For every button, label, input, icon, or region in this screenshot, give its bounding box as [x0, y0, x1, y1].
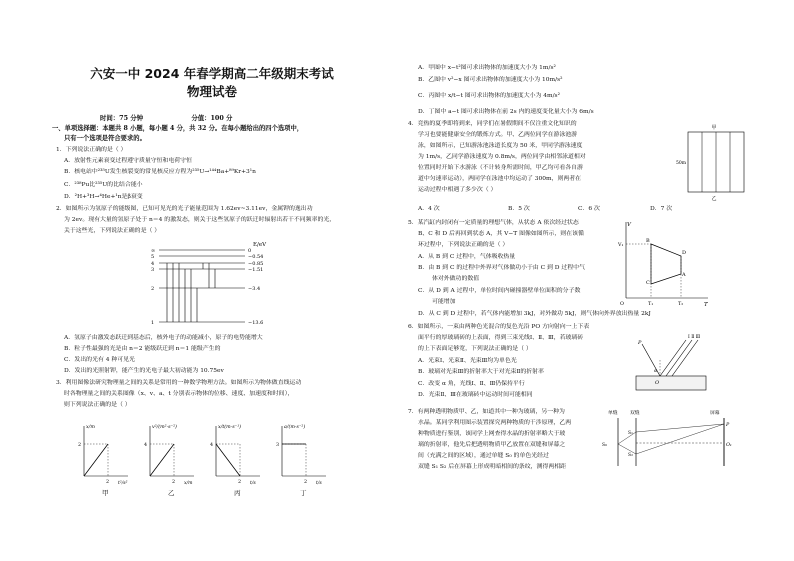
- graph-ylabel: a/(m·s⁻²): [284, 425, 306, 430]
- q4-line5: 位置同时开始下水游泳（不计转身所需时间，甲乙均可看各自游: [418, 165, 583, 171]
- q1-option-d: D．²H+³H→⁴He+¹n是β衰变: [64, 194, 143, 200]
- q3-option-b: B．乙图中 v²−x 图可求出物体的加速度大小为 10m/s²: [418, 77, 563, 83]
- q2-line1: 2．如图所示为氢原子的能级图，已知可见光的光子能量范围为 1.62ev~3.11ev，金属钾的逸出功: [56, 206, 313, 212]
- q4-line2: 学习也要能健康安全的锻炼方式。甲、乙两位同学在游泳池游: [418, 132, 578, 138]
- q7-line3: 种物质进行鉴别，该同学上网查得水晶的折射率略大于玻: [418, 431, 566, 437]
- q3-line3: 则下列说法正确的是（ ）: [64, 402, 131, 408]
- q6-line3: 的上下表面足够宽，下列说法正确的是（ ）: [418, 346, 532, 352]
- label-o1: O₁: [726, 443, 732, 448]
- q4-option-c: C．6 次: [578, 206, 600, 212]
- q3-option-a: A．甲图中 x−t²图可求出物体的加速度大小为 1m/s²: [418, 65, 556, 71]
- label-double-slit: 双缝: [630, 411, 640, 416]
- graph-yval: 2: [78, 443, 82, 448]
- graph-xval: 2: [172, 480, 176, 485]
- q4-option-a: A．4 次: [418, 206, 440, 212]
- vt-t2: T₂: [678, 302, 684, 306]
- q4-line6: 道中匀速率运动），两同学在泳池中均运动了 300m，则两者在: [418, 176, 582, 182]
- graph-line: [150, 444, 174, 476]
- q3-line1: 3．利用图像法研究物理量之间的关系是常用的一种数学物理方法。如图所示为物体做直线运动: [56, 380, 302, 386]
- graph-xval: 2: [106, 480, 110, 485]
- exam-title: 六安一中 2024 年春学期高二年级期末考试: [90, 66, 334, 81]
- q7-line5: 间（充满之间的区域），通过单缝 S₀ 的单色光经过: [418, 453, 549, 459]
- q2-line3: 关于这些光，下列说法正确的是（ ）: [64, 228, 161, 234]
- reflected-ray: [660, 340, 686, 376]
- transition-arrows: [167, 263, 215, 322]
- energy-axis-label: E/eV: [253, 242, 267, 248]
- refraction-point-o: O: [655, 380, 660, 386]
- q1-option-a: A．放射性元素衰变过程遵守质量守恒和电荷守恒: [64, 158, 192, 164]
- label-s1: S₁: [628, 431, 633, 436]
- q2-option-c: C．发出的光有 4 种可见光: [64, 357, 135, 363]
- q5-option-d: D．从 C 到 D 过程中，若气体内能增加 3kJ，对外做功 5kJ，则气体向外界放出热量 2kJ: [418, 311, 651, 317]
- q6-option-c: C．改变 α 角，光线Ⅰ、Ⅱ、Ⅲ仍保持平行: [418, 381, 525, 387]
- label-p: P: [726, 423, 730, 428]
- incident-ray: [642, 344, 660, 376]
- q2-line2: 为 2ev。现有大量的氢原子处于 n＝4 的激发态，则关于这些氢原子的跃迁时辐射出若干不同频率的光，: [64, 217, 336, 223]
- label-single-slit: 单缝: [608, 411, 618, 416]
- graph-caption: 甲: [102, 489, 109, 496]
- graph-ding: [276, 423, 326, 496]
- vt-xlabel: T: [704, 302, 708, 306]
- energy-level-diagram: [145, 238, 275, 334]
- q5-line2: B、C 和 D 后再回到状态 A，其 V−T 图像如图所示，则在该循: [418, 231, 584, 237]
- q4-line4: 为 1m/s，乙同学游泳速度为 0.8m/s，两位同学由相邻泳道相对: [418, 154, 586, 160]
- energy-level-e: 0: [248, 248, 252, 254]
- vt-point-a: A: [682, 272, 686, 278]
- section1-line2: 只有一个选项是符合要求的。: [64, 135, 146, 142]
- pool-length: 50m: [676, 161, 686, 166]
- label-screen: 屏幕: [710, 411, 720, 416]
- graph-ylabel: x/t(m·s⁻¹): [218, 425, 241, 430]
- label-s2: S₂: [628, 453, 633, 458]
- energy-level-n: ∞: [151, 248, 156, 254]
- exam-time: 时间：75 分钟: [100, 114, 144, 122]
- graph-yval: 3: [276, 443, 280, 448]
- q7-line2: 水晶。某同学利用图示装置探究两种物质的干涉原理，乙两: [418, 420, 572, 426]
- q3-option-d: D．丁图中 a−t 图可求出物体在前 2s 内的速度变化量大小为 6m/s: [418, 109, 594, 115]
- graph-bing: [210, 423, 260, 496]
- q7-line6: 双缝 S₁ S₂ 后在屏幕上形成明暗相间的条纹，测得两相距: [418, 464, 567, 470]
- vt-point-d-top: D: [682, 250, 687, 256]
- energy-level-n: 4: [151, 261, 155, 267]
- vt-t1: T₁: [648, 302, 654, 306]
- exam-meta: [100, 113, 278, 122]
- vt-origin: O: [620, 302, 624, 306]
- q4-line3: 泳，如图所示，已知游泳池泳道长度为 50 米，甲同学游泳速度: [418, 143, 583, 149]
- q6-line2: 面平行的厚玻璃砖的上表面，得到三束光线Ⅰ、Ⅱ、Ⅲ，若玻璃砖: [418, 335, 584, 341]
- graph-jia: [78, 424, 128, 496]
- refraction-figure: [628, 330, 712, 400]
- q5-option-b1: B．由 B 到 C 的过程中外界对气体做功小于由 C 到 D 过程中气: [418, 265, 585, 271]
- motion-graphs: [72, 420, 352, 496]
- q6-option-a: A．光束Ⅰ、光束Ⅱ、光束Ⅲ均为单色光: [418, 358, 517, 364]
- exam-subtitle: 物理试卷: [186, 84, 237, 99]
- q7-line1: 7．有两种透明物质甲、乙，如道其中一种为玻璃，另一种为: [408, 409, 565, 415]
- graph-yval: 4: [144, 443, 148, 448]
- light-path: [618, 444, 636, 454]
- graph-xlabel: t/s: [250, 481, 256, 486]
- section1-line1: 一、单项选择题：本题共 8 小题，每小题 4 分，共 32 分。在每小题给出的四个选项中，: [52, 125, 304, 132]
- graph-xlabel: t/s: [316, 481, 322, 486]
- q2-option-a: A．氢原子由激发态跃迁到基态后，核外电子的动能减小，原子的电势能增大: [64, 335, 263, 341]
- q5-option-a: A．从 B 到 C 过程中，气体吸收热量: [418, 254, 516, 260]
- energy-level-e: −0.85: [248, 261, 264, 267]
- q3-option-c: C．丙图中 x/t−t 图可求出物体的加速度大小为 4m/s²: [418, 93, 560, 99]
- q6-option-d: D．光束Ⅱ、Ⅲ在玻璃砖中运动时间可能相同: [418, 392, 533, 398]
- light-path: [636, 424, 724, 454]
- energy-level-e: −0.54: [248, 254, 264, 260]
- graph-ylabel: v²/(m²·s⁻²): [152, 425, 177, 430]
- q3-line2: 时各物理量之间的关系图像（x、v、a、t 分别表示物体的位移、速度、加速度和时间），: [64, 391, 294, 397]
- graph-yval: 4: [210, 443, 214, 448]
- refraction-ray-labels: Ⅰ Ⅱ Ⅲ: [688, 335, 701, 340]
- vt-ylabel: V: [627, 222, 631, 228]
- graph-yi: [144, 423, 194, 496]
- q4-line1: 4．竞热的夏季即将到来，同学们在暑假期间不仅注重文化知识的: [408, 121, 577, 127]
- refraction-angle: α: [654, 369, 658, 374]
- q6-line1: 6．如图所示，一束由两种色光混合的复色光沿 PO 方向射向一上下表: [408, 324, 590, 330]
- graph-ylabel: x/m: [86, 425, 95, 430]
- q2-option-b: B．粒子性最强的光是由 n＝2 能级跃迁到 n＝1 能级产生的: [64, 346, 221, 352]
- q4-option-d: D．7 次: [650, 206, 673, 212]
- pool-label-bottom: 乙: [711, 196, 717, 202]
- light-path: [618, 432, 636, 444]
- graph-xval: 2: [304, 480, 308, 485]
- q5-option-c1: C．从 D 到 A 过程中，单位时间内碰撞器壁单位面积的分子数: [418, 288, 581, 294]
- q6-option-b: B．玻璃对光束Ⅲ的折射率大于对光束Ⅱ的折射率: [418, 369, 544, 375]
- double-slit-figure: [600, 406, 750, 472]
- q5-option-b2: 体对外做功的数值: [432, 276, 480, 282]
- refraction-point-p: P: [638, 340, 642, 346]
- q5-option-c2: 可能增加: [432, 299, 456, 305]
- graph-caption: 乙: [168, 489, 175, 496]
- q2-option-d: D．发出的光照射钾，能产生的光电子最大初动能为 10.75ev: [64, 368, 224, 374]
- energy-level-n: 1: [151, 320, 155, 326]
- swimming-pool-figure: [674, 122, 756, 202]
- glass-brick: [636, 376, 706, 390]
- emergent-ray: [672, 340, 698, 376]
- vt-point-b: B: [646, 238, 650, 244]
- energy-level-e: −13.6: [248, 320, 264, 326]
- q4-line7: 运动过程中相遇了多少次（ ）: [418, 187, 497, 193]
- graph-line: [84, 444, 108, 476]
- energy-level-e: −3.4: [248, 286, 261, 292]
- vt-point-c: C: [646, 280, 650, 286]
- vt-v1: V₁: [618, 243, 624, 248]
- graph-xlabel: x/m: [184, 481, 193, 486]
- light-path: [636, 424, 724, 432]
- energy-level-n: 5: [151, 254, 155, 260]
- graph-caption: 丙: [234, 489, 241, 496]
- emergent-ray: [666, 340, 692, 376]
- q1-option-c: C．²³⁸Pu比²³⁵U的比结合能小: [64, 182, 143, 188]
- vt-graph: [616, 218, 712, 306]
- q7-line4: 璃的折射率，他先后把透明物质甲乙放置在双缝和屏幕之: [418, 442, 566, 448]
- energy-level-n: 2: [151, 286, 155, 292]
- q1-stem: 1．下列说法正确的是（ ）: [56, 147, 127, 153]
- graph-line: [216, 444, 240, 476]
- exam-score: 分值：100 分: [191, 114, 233, 122]
- energy-levels: [151, 248, 263, 326]
- label-s0: S₀: [602, 443, 607, 448]
- energy-level-e: −1.51: [248, 267, 264, 273]
- energy-level-n: 3: [151, 267, 155, 273]
- q4-option-b: B．5 次: [508, 206, 530, 212]
- graph-xlabel: t²/s²: [118, 481, 128, 486]
- pool-label-top: 甲: [711, 125, 717, 131]
- q1-option-b: B．核电站中²³⁵U发生核裂变的常见核反应方程为²³⁵U→¹⁴⁴Ba+⁸⁹Kr+3¹n: [64, 169, 256, 175]
- q5-line1: 5．某汽缸内封闭有一定质量的理想气体，从状态 A 依次经过状态: [408, 220, 579, 226]
- graph-caption: 丁: [300, 489, 307, 496]
- vt-cycle: [651, 244, 681, 284]
- q5-line3: 环过程中，下列说法正确的是（ ）: [418, 242, 509, 248]
- graph-xval: 2: [238, 480, 242, 485]
